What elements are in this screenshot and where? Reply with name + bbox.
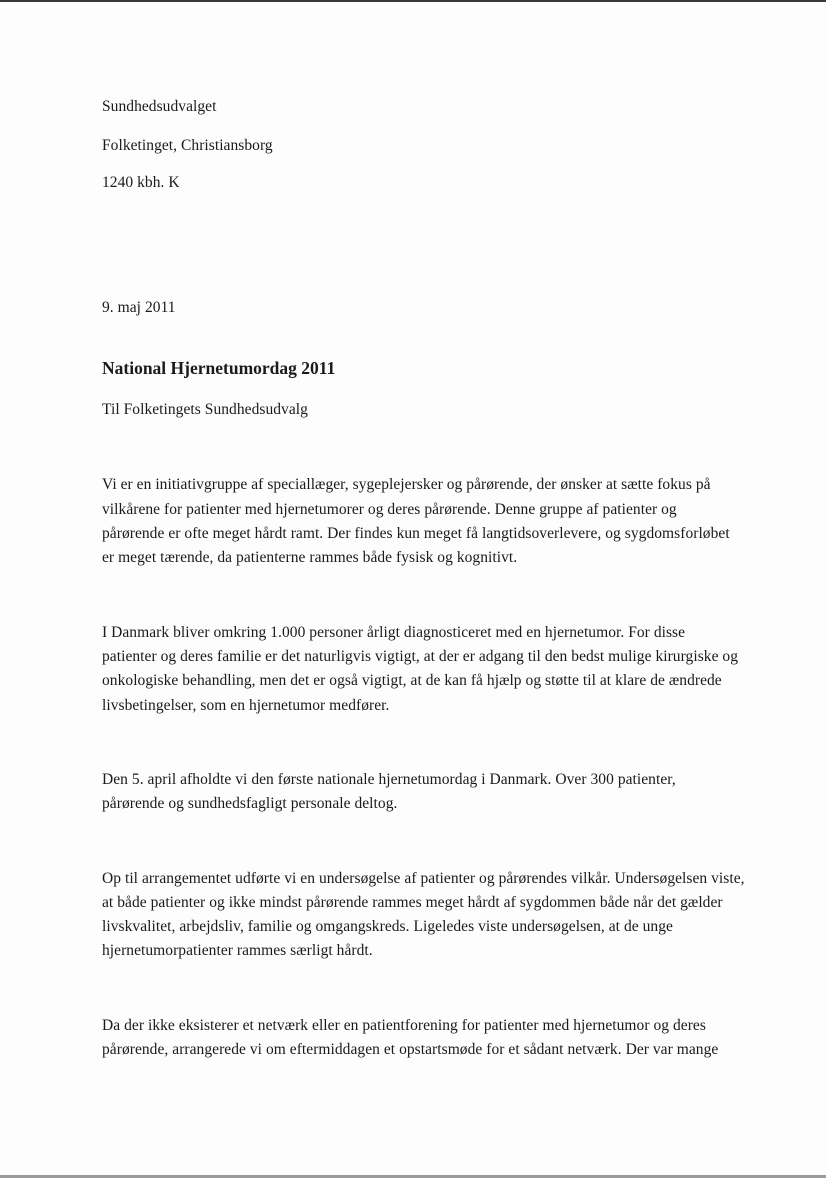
letter-date: 9. maj 2011 bbox=[102, 299, 176, 316]
salutation: Til Folketingets Sundhedsudvalg bbox=[102, 401, 308, 418]
paragraph-1-line-1: Vi er en initiativgruppe af speciallæger, sygeplejersker og pårørende, der ønsker at sætte fokus på bbox=[102, 476, 711, 493]
address-location: Folketinget, Christiansborg bbox=[102, 137, 273, 154]
paragraph-4-line-3: livskvalitet, arbejdsliv, familie og omgangskreds. Ligeledes viste undersøgelsen, at de unge bbox=[102, 918, 673, 935]
paragraph-2-line-3: onkologiske behandling, men det er også vigtigt, at de kan få hjælp og støtte til at klare de ændrede bbox=[102, 672, 722, 689]
paragraph-2-line-2: patienter og deres familie er det naturligvis vigtigt, at der er adgang til den bedst mulige kirurgiske og bbox=[102, 648, 739, 665]
paragraph-5-line-1: Da der ikke eksisterer et netværk eller en patientforening for patienter med hjernetumor og deres bbox=[102, 1017, 706, 1034]
paragraph-2-line-1: I Danmark bliver omkring 1.000 personer årligt diagnosticeret med en hjernetumor. For disse bbox=[102, 624, 686, 641]
paragraph-1-line-2: vilkårene for patienter med hjernetumorer og deres pårørende. Denne gruppe af patienter og bbox=[102, 501, 677, 518]
paragraph-3-line-1: Den 5. april afholdte vi den første nationale hjernetumordag i Danmark. Over 300 patienter, bbox=[102, 771, 676, 788]
paragraph-1-line-4: er meget tærende, da patienterne rammes både fysisk og kognitivt. bbox=[102, 549, 518, 566]
address-postal: 1240 kbh. K bbox=[102, 174, 180, 191]
paragraph-3-line-2: pårørende og sundhedsfagligt personale deltog. bbox=[102, 795, 398, 812]
paragraph-4-line-4: hjernetumorpatienter rammes særligt hårdt. bbox=[102, 942, 373, 959]
paragraph-1-line-3: pårørende er ofte meget hårdt ramt. Der findes kun meget få langtidsoverlevere, og sygdomsforløbet bbox=[102, 525, 730, 542]
paragraph-4-line-2: at både patienter og ikke mindst pårørende rammes meget hårdt af sygdommen både når det gælder bbox=[102, 894, 723, 911]
paragraph-4-line-1: Op til arrangementet udførte vi en undersøgelse af patienter og pårørendes vilkår. Undersøgelsen viste, bbox=[102, 870, 745, 887]
scan-top-edge bbox=[0, 0, 826, 2]
letter-title: National Hjernetumordag 2011 bbox=[102, 358, 336, 378]
paragraph-2-line-4: livsbetingelser, som en hjernetumor medfører. bbox=[102, 697, 390, 714]
paragraph-5-line-2: pårørende, arrangerede vi om eftermiddagen et opstartsmøde for et sådant netværk. Der var mange bbox=[102, 1041, 719, 1058]
address-recipient: Sundhedsudvalget bbox=[102, 98, 217, 115]
